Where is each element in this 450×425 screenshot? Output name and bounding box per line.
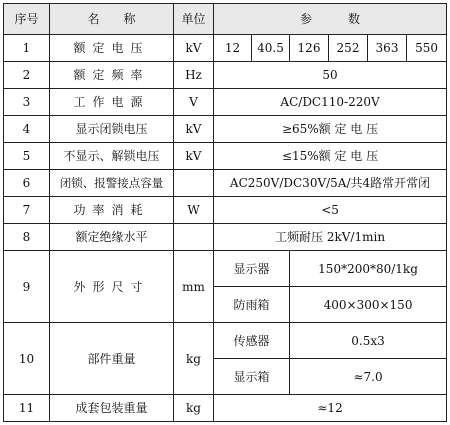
row-no: 11 <box>4 395 50 422</box>
table-row <box>4 89 447 116</box>
row-name: 成套包装重量 <box>50 395 174 422</box>
sub-label: 显示器 <box>214 251 290 287</box>
table-row <box>4 35 447 62</box>
row-no: 8 <box>4 224 50 251</box>
row-unit: Hz <box>174 62 214 89</box>
sub-value: 150*200*80/1kg <box>290 251 447 287</box>
voltage-value: 550 <box>407 35 447 62</box>
row-name: 部件重量 <box>50 323 174 395</box>
sub-label: 显示箱 <box>214 359 290 395</box>
row-value: ≥65%额 定 电 压 <box>214 116 447 143</box>
row-name: 工作电源 <box>50 89 174 116</box>
row-name: 不显示、解锁电压 <box>50 143 174 170</box>
row-unit <box>174 224 214 251</box>
row-name: 闭锁、报警接点容量 <box>50 170 174 197</box>
table-row <box>4 143 447 170</box>
header-name: 名 称 <box>50 4 174 35</box>
row-unit: W <box>174 197 214 224</box>
row-unit: kV <box>174 35 214 62</box>
row-unit: mm <box>174 251 214 323</box>
sub-value: 0.5x3 <box>290 323 447 359</box>
voltage-value: 40.5 <box>252 35 290 62</box>
sub-value: ≈7.0 <box>290 359 447 395</box>
row-unit: kg <box>174 395 214 422</box>
row-value: AC250V/DC30V/5A/共4路常开常闭 <box>214 170 447 197</box>
row-no: 6 <box>4 170 50 197</box>
voltage-value: 12 <box>214 35 252 62</box>
row-unit <box>174 170 214 197</box>
header-row <box>4 4 447 35</box>
sub-label: 防雨箱 <box>214 287 290 323</box>
row-no: 2 <box>4 62 50 89</box>
row-name: 额定电压 <box>50 35 174 62</box>
header-unit: 单位 <box>174 4 214 35</box>
row-unit: kg <box>174 323 214 395</box>
row-no: 1 <box>4 35 50 62</box>
row-no: 4 <box>4 116 50 143</box>
table-row <box>4 323 447 359</box>
row-unit: kV <box>174 116 214 143</box>
table-row <box>4 251 447 287</box>
header-params: 参 数 <box>214 4 447 35</box>
row-name: 外形尺寸 <box>50 251 174 323</box>
row-no: 3 <box>4 89 50 116</box>
row-no: 9 <box>4 251 50 323</box>
row-name: 额定频率 <box>50 62 174 89</box>
row-name: 显示闭锁电压 <box>50 116 174 143</box>
header-no: 序号 <box>4 4 50 35</box>
table-row <box>4 395 447 422</box>
sub-value: 400×300×150 <box>290 287 447 323</box>
row-name: 功率消耗 <box>50 197 174 224</box>
row-unit: V <box>174 89 214 116</box>
row-value: ≈12 <box>214 395 447 422</box>
table-row <box>4 170 447 197</box>
row-no: 10 <box>4 323 50 395</box>
row-value: ≤15%额 定 电 压 <box>214 143 447 170</box>
row-value: 工频耐压 2kV/1min <box>214 224 447 251</box>
row-value: <5 <box>214 197 447 224</box>
table-row <box>4 62 447 89</box>
row-no: 5 <box>4 143 50 170</box>
table-row <box>4 197 447 224</box>
table-row <box>4 116 447 143</box>
sub-label: 传感器 <box>214 323 290 359</box>
voltage-value: 126 <box>290 35 329 62</box>
row-name: 额定绝缘水平 <box>50 224 174 251</box>
row-value: AC/DC110-220V <box>214 89 447 116</box>
voltage-value: 252 <box>329 35 368 62</box>
row-unit: kV <box>174 143 214 170</box>
row-no: 7 <box>4 197 50 224</box>
table-row <box>4 224 447 251</box>
voltage-value: 363 <box>368 35 407 62</box>
spec-table <box>3 3 447 422</box>
row-value: 50 <box>214 62 447 89</box>
